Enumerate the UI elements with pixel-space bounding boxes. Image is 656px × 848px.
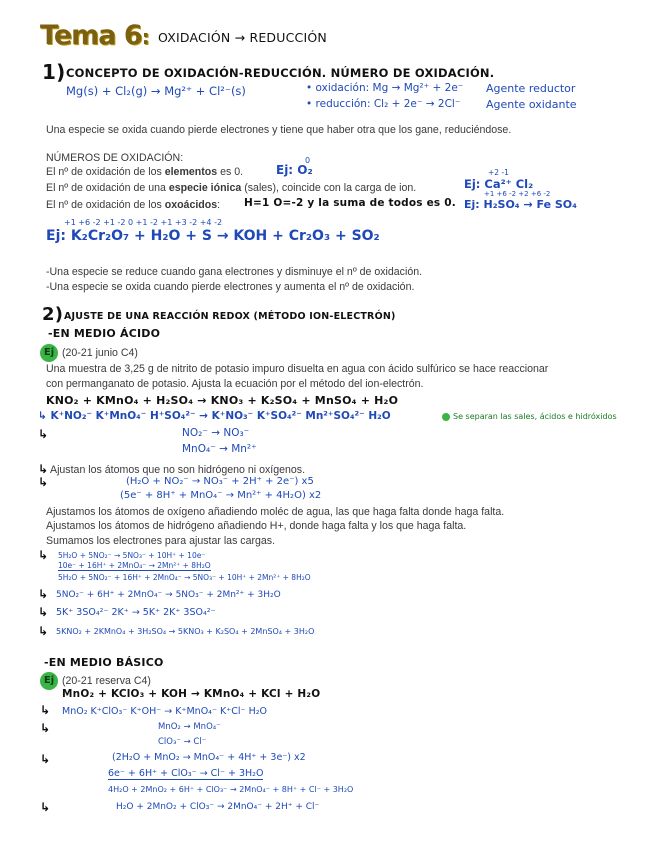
arrow-8: ↳: [40, 703, 51, 717]
arrow-1: ↳: [38, 427, 49, 441]
reduction-half: • reducción: Cl₂ + 2e⁻ → 2Cl⁻: [306, 98, 461, 110]
step-oxygen: Ajustamos los átomos de oxígeno añadiendo moléc de agua, las que haga falta donde haga falta.: [46, 506, 505, 518]
page-subtitle: OXIDACIÓN → REDUCCIÓN: [158, 30, 327, 45]
rule-oxoacids: El nº de oxidación de los oxoácidos:: [46, 199, 221, 211]
redox-equation: Mg(s) + Cl₂(g) → Mg²⁺ + Cl²⁻(s): [66, 84, 246, 98]
rule-elements: El nº de oxidación de los elementos es 0.: [46, 166, 244, 178]
half-eq-reduction: (5e⁻ + 8H⁺ + MnO₄⁻ → Mn²⁺ + 4H₂O) x2: [120, 490, 322, 501]
example-2-reference: (20-21 reserva C4): [62, 675, 151, 687]
arrow-5: ↳: [38, 587, 49, 601]
basic-half-eq-2: 6e⁻ + 6H⁺ + ClO₃⁻ → Cl⁻ + 3H₂O: [108, 768, 264, 779]
reduction-rule: -Una especie se reduce cuando gana electrones y disminuye el nº de oxidación.: [46, 266, 423, 278]
ion-separation-2: MnO₂ K⁺ClO₃⁻ K⁺OH⁻ → K⁺MnO₄⁻ K⁺Cl⁻ H₂O: [62, 706, 268, 717]
rule-oxoacids-note: H=1 O=-2 y la suma de todos es 0.: [244, 197, 456, 209]
rule-elements-ox-number: 0: [305, 156, 311, 165]
example-badge-2: Ej: [40, 672, 58, 690]
example-badge-1: Ej: [40, 344, 58, 362]
arrow-10: ↳: [40, 752, 51, 766]
basic-medium-heading: -EN MEDIO BÁSICO: [44, 656, 164, 669]
note-bullet-icon: [442, 413, 450, 421]
rule-ionic-ox-numbers: +2 -1: [488, 168, 509, 177]
balanced-molecular-equation: 5KNO₂ + 2KMnO₄ + 3H₂SO₄ → 5KNO₃ + K₂SO₄ + 2MnSO₄ + 3H₂O: [56, 627, 315, 636]
page-title: Tema 6:: [40, 20, 149, 51]
sum-line-c: 5H₂O + 5NO₂⁻ + 16H⁺ + 2MnO₄⁻ → 5NO₃⁻ + 10H⁺ + 2Mn²⁺ + 8H₂O: [58, 573, 311, 582]
rule-elements-example: Ej: O₂: [276, 163, 313, 177]
separation-note: Se separan las sales, ácidos e hidróxidos: [442, 412, 617, 421]
arrow-6: ↳: [38, 605, 49, 619]
basic-half-1: MnO₂ → MnO₄⁻: [158, 722, 221, 732]
equation-2: MnO₂ + KClO₃ + KOH → KMnO₄ + KCl + H₂O: [62, 688, 321, 700]
arrow-11: ↳: [40, 800, 51, 814]
problem-statement-line1: Una muestra de 3,25 g de nitrito de potasio impuro disuelta en agua con ácido sulfúrico se hace reaccionar: [46, 363, 549, 375]
arrow-3: ↳: [38, 475, 49, 489]
acid-medium-heading: -EN MEDIO ÁCIDO: [48, 327, 161, 340]
step-hydrogen: Ajustamos los átomos de hidrógeno añadiendo H+, donde haga falta y los que haga falta.: [46, 520, 467, 532]
half-eq-oxidation: (H₂O + NO₂⁻ → NO₃⁻ + 2H⁺ + 2e⁻) x5: [126, 476, 314, 487]
reducing-agent: Agente reductor: [486, 82, 576, 95]
big-example-equation: Ej: K₂Cr₂O₇ + H₂O + S → KOH + Cr₂O₃ + SO₂: [46, 228, 380, 244]
equation-1: KNO₂ + KMnO₄ + H₂SO₄ → KNO₃ + K₂SO₄ + MnSO₄ + H₂O: [46, 394, 399, 407]
oxidation-half: • oxidación: Mg → Mg²⁺ + 2e⁻: [306, 82, 464, 94]
rule-ionic: El nº de oxidación de una especie iónica (sales), coincide con la carga de ion.: [46, 182, 417, 194]
example-1-reference: (20-21 junio C4): [62, 347, 138, 359]
rule-oxoacids-ox-numbers: +1 +6 -2 +2 +6 -2: [484, 190, 551, 198]
rule-oxoacids-example: Ej: H₂SO₄ → Fe SO₄: [464, 198, 577, 211]
problem-statement-line2: con permanganato de potasio. Ajusta la ecuación por el método del ion-electrón.: [46, 378, 424, 390]
adjust-atoms-text: Ajustan los átomos que no son hidrógeno ni oxígenos.: [50, 464, 306, 476]
oxidation-numbers-heading: NÚMEROS DE OXIDACIÓN:: [46, 152, 184, 164]
ion-separation: ↳ K⁺NO₂⁻ K⁺MnO₄⁻ H⁺SO₄²⁻ → K⁺NO₃⁻ K⁺SO₄²⁻ Mn²⁺SO₄²⁻ H₂O: [38, 410, 391, 422]
arrow-7: ↳: [38, 624, 49, 638]
net-ionic-equation: 5NO₂⁻ + 6H⁺ + 2MnO₄⁻ → 5NO₃⁻ + 2Mn²⁺ + 3H₂O: [56, 590, 281, 600]
section-2-number: 2): [42, 304, 64, 325]
section-1-number: 1): [42, 60, 66, 84]
oxidation-rule: -Una especie se oxida cuando pierde electrones y aumenta el nº de oxidación.: [46, 281, 415, 293]
arrow-2: ↳: [38, 462, 49, 476]
rule-ionic-example: Ej: Ca²⁺ Cl₂: [464, 177, 534, 191]
oxidation-definition: Una especie se oxida cuando pierde electrones y tiene que haber otra que los gane, reduciéndose.: [46, 124, 512, 136]
spectator-ions: 5K⁺ 3SO₄²⁻ 2K⁺ → 5K⁺ 2K⁺ 3SO₄²⁻: [56, 607, 216, 618]
sum-line-a: 5H₂O + 5NO₂⁻ → 5NO₃⁻ + 10H⁺ + 10e⁻: [58, 551, 206, 560]
big-example-ox-numbers: +1 +6 -2 +1 -2 0 +1 -2 +1 +3 -2 +4 -2: [64, 218, 223, 227]
basic-half-eq-1: (2H₂O + MnO₂ → MnO₄⁻ + 4H⁺ + 3e⁻) x2: [112, 752, 306, 763]
section-1-heading: CONCEPTO DE OXIDACIÓN-REDUCCIÓN. NÚMERO DE OXIDACIÓN.: [66, 66, 495, 80]
arrow-4: ↳: [38, 548, 49, 562]
section-2-heading: AJUSTE DE UNA REACCIÓN REDOX (MÉTODO ION-ELECTRÓN): [64, 311, 396, 322]
basic-half-2: ClO₃⁻ → Cl⁻: [158, 737, 207, 747]
arrow-9: ↳: [40, 721, 51, 735]
basic-sum: 4H₂O + 2MnO₂ + 6H⁺ + ClO₃⁻ → 2MnO₄⁻ + 8H⁺ + Cl⁻ + 3H₂O: [108, 785, 354, 794]
step-charges: Sumamos los electrones para ajustar las cargas.: [46, 535, 276, 547]
half-oxidation: NO₂⁻ → NO₃⁻: [182, 427, 250, 439]
sum-line-b: 10e⁻ + 16H⁺ + 2MnO₄⁻ → 2Mn²⁺ + 8H₂O: [58, 561, 211, 570]
oxidizing-agent: Agente oxidante: [486, 98, 577, 111]
basic-final: H₂O + 2MnO₂ + ClO₃⁻ → 2MnO₄⁻ + 2H⁺ + Cl⁻: [116, 802, 320, 812]
half-reduction: MnO₄⁻ → Mn²⁺: [182, 443, 257, 455]
